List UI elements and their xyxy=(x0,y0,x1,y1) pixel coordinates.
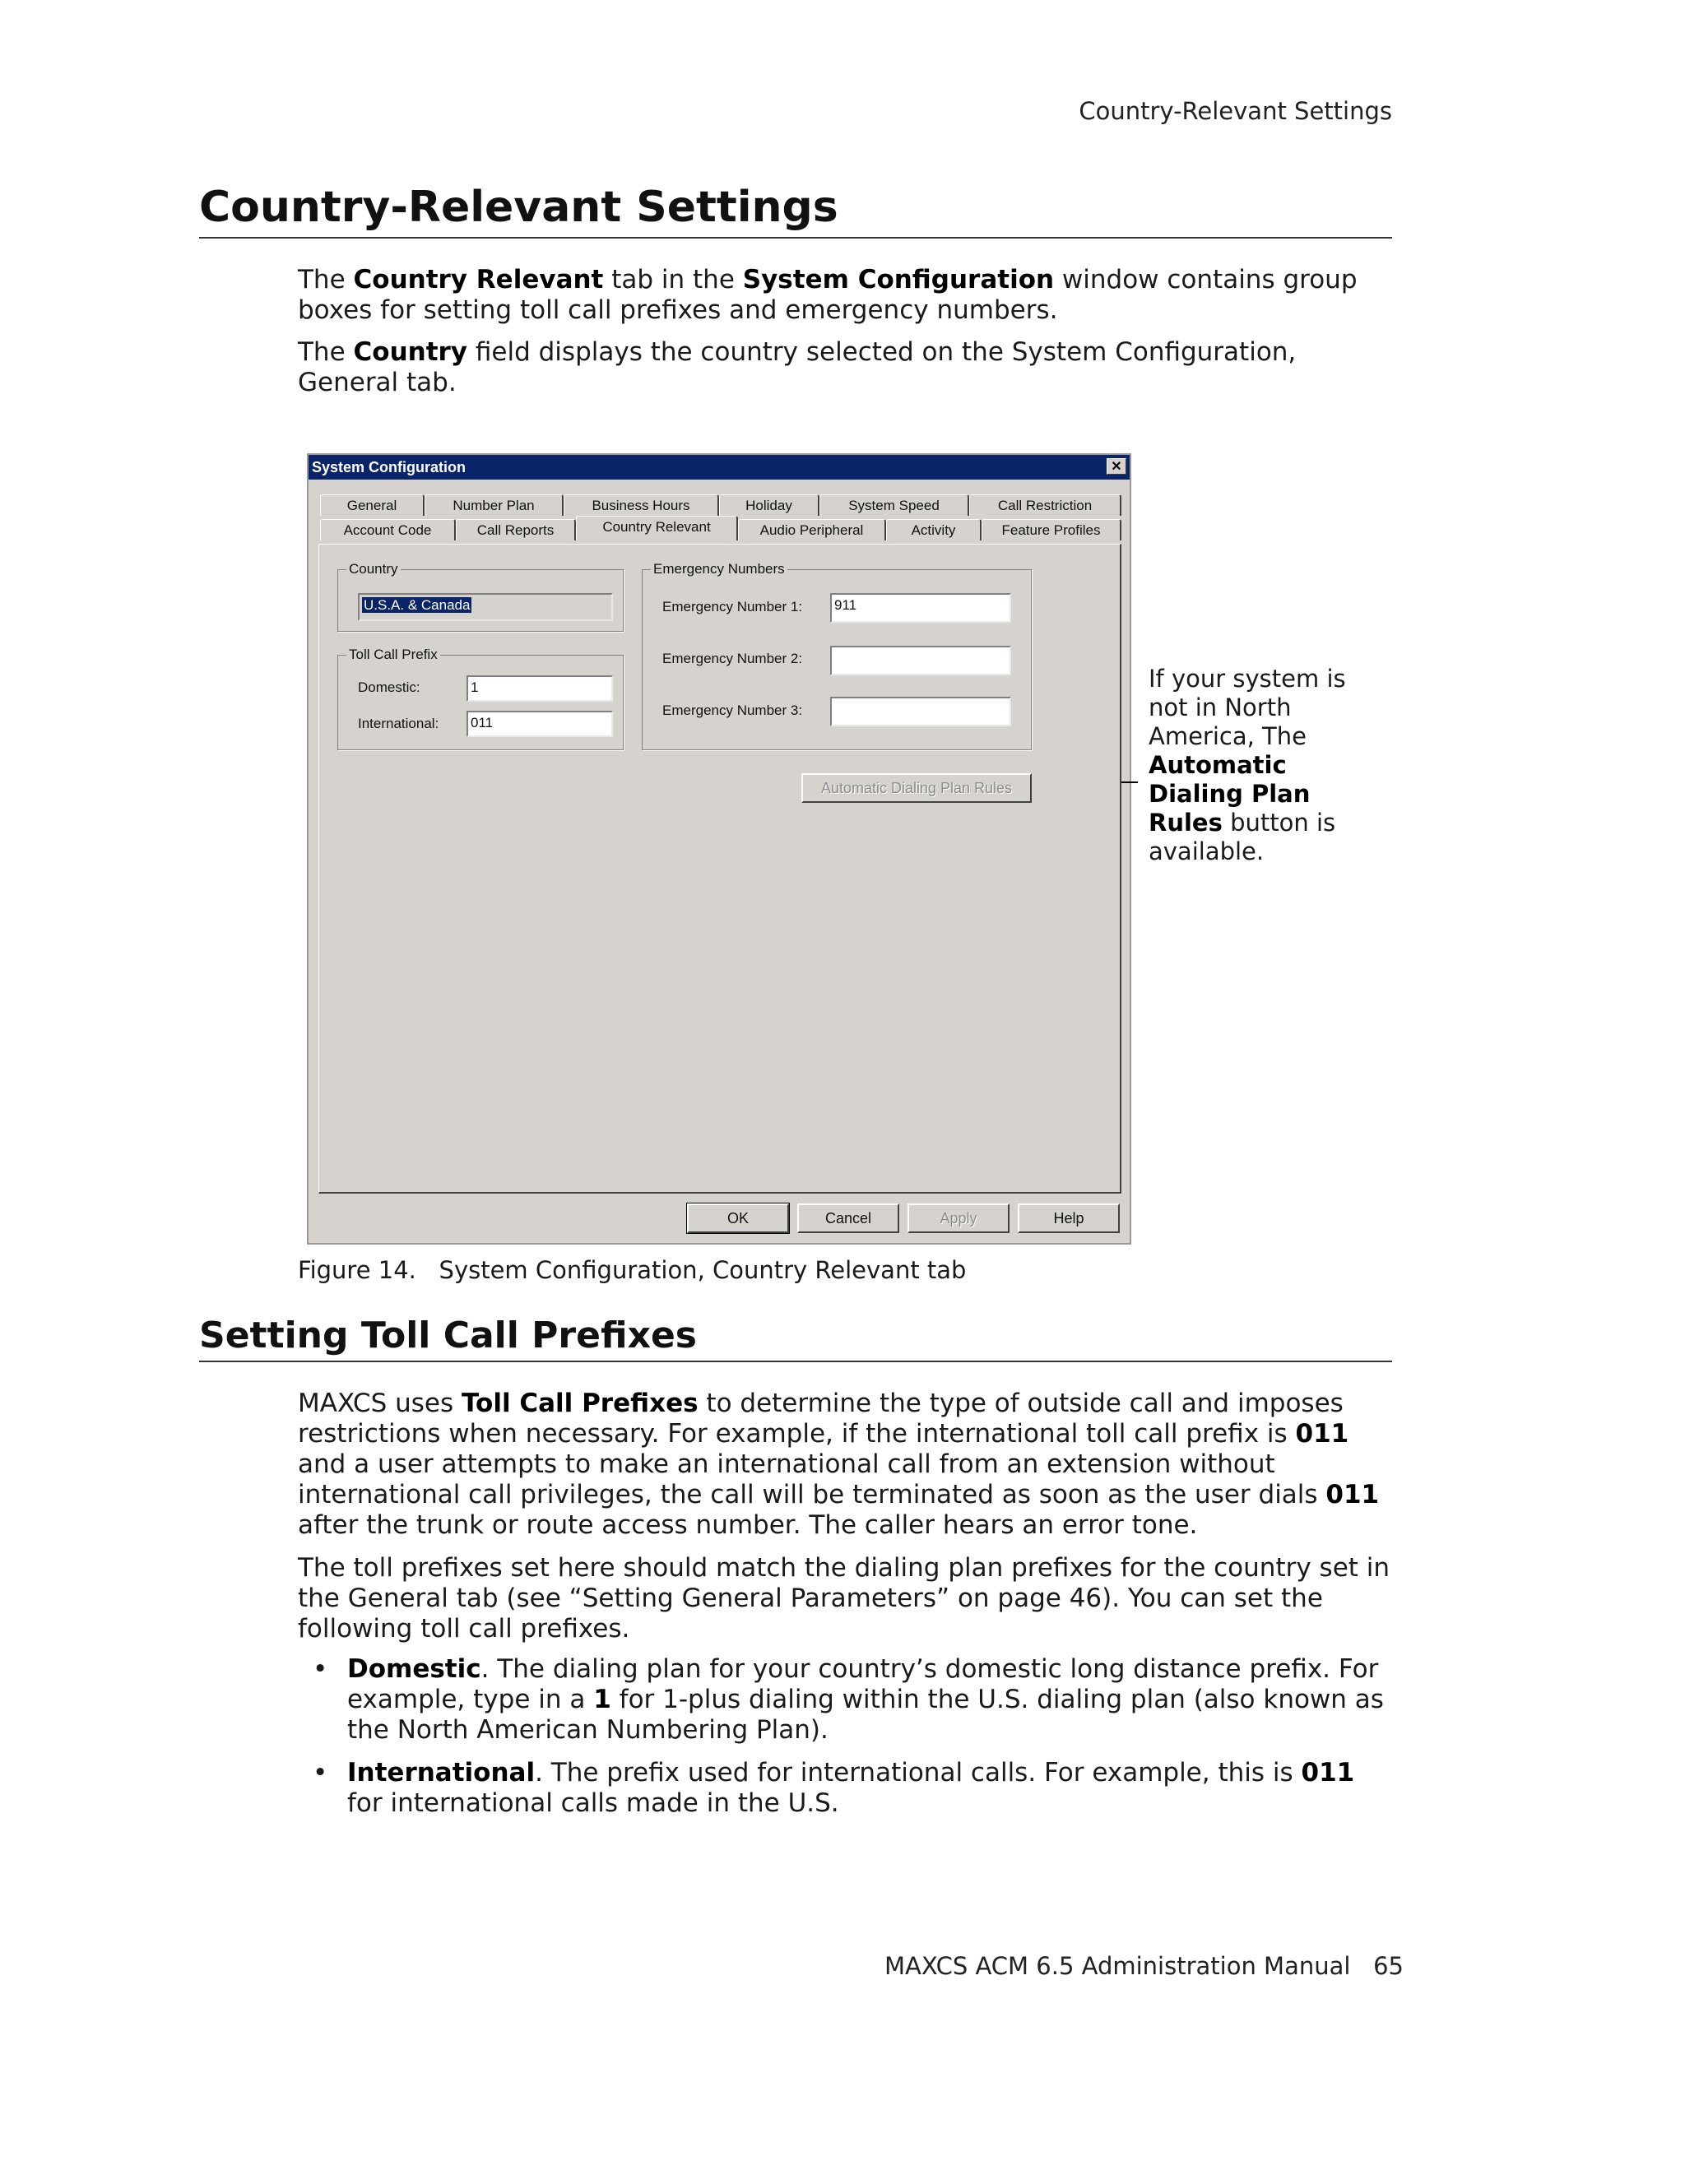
bullet-icon: • xyxy=(313,1758,328,1788)
country-field[interactable] xyxy=(358,593,613,621)
toll-paragraph-2: The toll prefixes set here should match the dialing plan prefixes for the country set in the General tab (see “Setting General Parameters” on page 46). You can set the following toll call prefixes. xyxy=(298,1553,1390,1644)
dialog-title: System Configuration xyxy=(312,459,467,475)
domestic-input[interactable]: 1 xyxy=(467,675,613,702)
tab-call-restriction[interactable]: Call Restriction xyxy=(969,494,1121,516)
toll-group-label: Toll Call Prefix xyxy=(346,647,440,663)
country-value: U.S.A. & Canada xyxy=(364,597,471,613)
tab-holiday[interactable]: Holiday xyxy=(719,494,819,516)
ok-button[interactable]: OK xyxy=(687,1203,789,1233)
country-paragraph: The Country field displays the country selected on the System Configuration, General tab. xyxy=(298,337,1297,397)
toll-paragraph-1: MAXCS uses Toll Call Prefixes to determine the type of outside call and imposes restrictions when necessary. For example, if the international toll call prefix is 011 and a user attempts to make an international call from an extension without international call privileges, the call will be terminated as soon as the user dials 011 after the trunk or route access number. The caller hears an error tone. xyxy=(298,1389,1380,1540)
running-head: Country-Relevant Settings xyxy=(1079,97,1392,125)
tab-number-plan[interactable]: Number Plan xyxy=(425,494,564,516)
page-footer: MAXCS ACM 6.5 Administration Manual 65 xyxy=(884,1952,1404,1980)
apply-button[interactable]: Apply xyxy=(907,1203,1010,1233)
tab-country-relevant[interactable]: Country Relevant xyxy=(576,516,738,540)
emergency-numbers-group xyxy=(642,561,1032,750)
emergency-number-3-label: Emergency Number 3: xyxy=(662,702,803,718)
emergency-number-2-label: Emergency Number 2: xyxy=(662,651,803,666)
toll-prefix-list xyxy=(313,1654,1390,1831)
help-button[interactable]: Help xyxy=(1018,1203,1120,1233)
country-relevant-panel xyxy=(318,544,1121,1194)
automatic-dialing-plan-rules-button[interactable]: Automatic Dialing Plan Rules xyxy=(801,773,1032,803)
tab-feature-profiles[interactable]: Feature Profiles xyxy=(982,519,1121,540)
tab-activity[interactable]: Activity xyxy=(886,519,982,540)
bullet-icon: • xyxy=(313,1654,328,1684)
domestic-label: Domestic: xyxy=(358,679,420,695)
emergency-number-2-input[interactable] xyxy=(830,646,1011,675)
page-title: Country-Relevant Settings xyxy=(199,183,1392,239)
country-group-label: Country xyxy=(346,561,401,577)
cancel-button[interactable]: Cancel xyxy=(797,1203,899,1233)
list-item: • Domestic. The dialing plan for your country’s domestic long distance prefix. For example, type in a 1 for 1-plus dialing within the U.S. dialing plan (also known as the North American Numbering Plan). xyxy=(313,1654,1384,1745)
emergency-number-1-input[interactable]: 911 xyxy=(830,593,1011,623)
international-label: International: xyxy=(358,716,439,731)
list-item: • International. The prefix used for international calls. For example, this is 011 for international calls made in the U.S. xyxy=(313,1758,1355,1818)
toll-call-prefix-group xyxy=(337,647,624,750)
figure-caption: Figure 14. System Configuration, Country Relevant tab xyxy=(298,1256,967,1284)
emergency-number-3-input[interactable] xyxy=(830,697,1011,726)
callout-note: If your system is not in North America, The Automatic Dialing Plan Rules button is available. xyxy=(1149,665,1346,865)
tab-general[interactable]: General xyxy=(320,494,425,516)
tab-audio-peripheral[interactable]: Audio Peripheral xyxy=(738,519,886,540)
system-configuration-dialog xyxy=(307,453,1131,1245)
intro-paragraph: The Country Relevant tab in the System Configuration window contains group boxes for setting toll call prefixes and emergency numbers. xyxy=(298,265,1358,325)
tab-call-reports[interactable]: Call Reports xyxy=(456,519,576,540)
emergency-number-1-label: Emergency Number 1: xyxy=(662,599,803,614)
tab-business-hours[interactable]: Business Hours xyxy=(564,494,719,516)
international-input[interactable]: 011 xyxy=(467,711,613,737)
tab-account-code[interactable]: Account Code xyxy=(320,519,456,540)
toll-section-title: Setting Toll Call Prefixes xyxy=(199,1315,1392,1362)
tab-system-speed[interactable]: System Speed xyxy=(819,494,969,516)
dialog-titlebar xyxy=(309,455,1130,480)
country-group xyxy=(337,561,624,632)
close-icon[interactable]: ✕ xyxy=(1107,458,1126,475)
emergency-group-label: Emergency Numbers xyxy=(651,561,787,577)
